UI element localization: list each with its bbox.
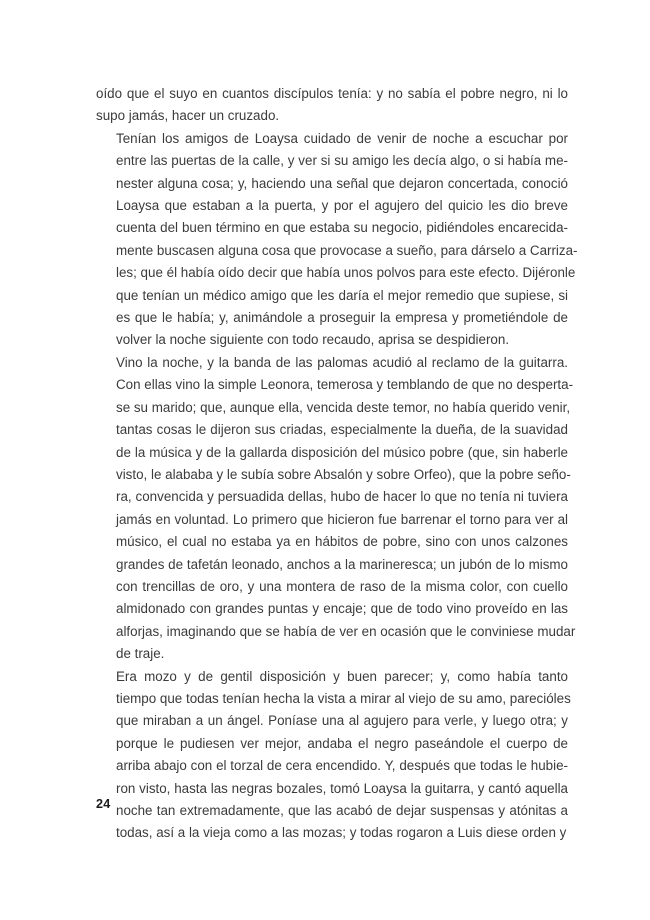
paragraph [96,128,578,352]
text-line: supo jamás, hacer un cruzado. [96,108,280,124]
text-line: almidonado con grandes puntas y encaje; que de todo vino proveído en las [116,601,568,617]
text-line: noche tan extremadamente, que las acabó de dejar suspensas y atónitas a [116,803,568,818]
text-line: Era mozo y de gentil disposición y buen parecer; y, como había tanto [116,668,568,684]
text-line: ron visto, hasta las negras bozales, tomó Loaysa la guitarra, y cantó aquella [116,780,568,796]
paragraph [96,352,576,666]
text-line: alforjas, imaginando que se había de ver en ocasión que le conviniese mudar [116,623,576,639]
text-line: arriba abajo con el torzal de cera encendido. Y, después que todas le hubie- [116,758,568,774]
text-line: todas, así a la vieja como a las mozas; y todas rogaron a Luis diese orden y [116,825,567,841]
page-text-body [96,83,578,845]
text-line: músico, el cual no estaba ya en hábitos de pobre, sino con unos calzones [116,534,568,550]
text-line: Tenían los amigos de Loaysa cuidado de venir de noche a escuchar por [116,130,568,146]
text-line: Vino la noche, y la banda de las palomas acudió al reclamo de la guitarra. [116,354,568,370]
text-line: mente buscasen alguna cosa que provocase a sueño, para dárselo a Carriza- [116,242,578,258]
text-line: de traje. [116,646,165,662]
text-line: es que le había; y, animándole a proseguir la empresa y prometiéndole de [116,310,568,326]
text-line: entre las puertas de la calle, y ver si su amigo les decía algo, o si había me- [116,153,568,169]
text-line: jamás en voluntad. Lo primero que hicieron fue barrenar el torno para ver al [116,511,568,527]
text-line: tiempo que todas tenían hecha la vista a mirar al viejo de su amo, parecióles [116,690,571,706]
text-line: volver la noche siguiente con todo recaudo, aprisa se despidieron. [116,332,510,348]
text-line: oído que el suyo en cuantos discípulos tenía: y no sabía el pobre negro, ni lo [96,86,568,101]
text-line: visto, le alababa y le subía sobre Absalón y sobre Orfeo), que la pobre seño- [116,466,571,482]
page-number: 24 [96,797,111,811]
text-line: les; que él había oído decir que había unos polvos para este efecto. Dijéronle [116,265,576,281]
text-line: de la música y de la gallarda disposición del músico pobre (que, sin haberle [116,444,568,460]
text-line: que tenían un médico amigo que les daría el mejor remedio que supiese, si [116,287,568,303]
text-line: ra, convencida y persuadida dellas, hubo de hacer lo que no tenía ni tuviera [116,489,568,505]
text-line: grandes de tafetán leonado, anchos a la marineresca; un jubón de lo mismo [116,556,568,572]
text-line: Con ellas vino la simple Leonora, temerosa y temblando de que no desperta- [116,377,574,393]
paragraph [96,666,571,845]
text-line: nester alguna cosa; y, haciendo una señal que dejaron concertada, conoció [116,175,568,191]
text-line: se su marido; que, aunque ella, vencida deste temor, no había querido venir, [116,399,571,415]
text-line: con trencillas de oro, y una montera de raso de la misma color, con cuello [116,578,568,594]
text-line: tantas cosas le dijeron sus criadas, especialmente la dueña, de la suavidad [116,422,568,438]
text-line: cuenta del buen término en que estaba su negocio, pidiéndoles encarecida- [116,220,568,236]
paragraph [96,83,568,128]
text-line: porque le pudiesen ver mejor, andaba el negro paseándole el cuerpo de [116,735,568,751]
text-line: Loaysa que estaban a la puerta, y por el agujero del quicio les dio breve [116,198,568,214]
text-line: que miraban a un ángel. Poníase una al agujero para verle, y luego otra; y [116,713,568,729]
